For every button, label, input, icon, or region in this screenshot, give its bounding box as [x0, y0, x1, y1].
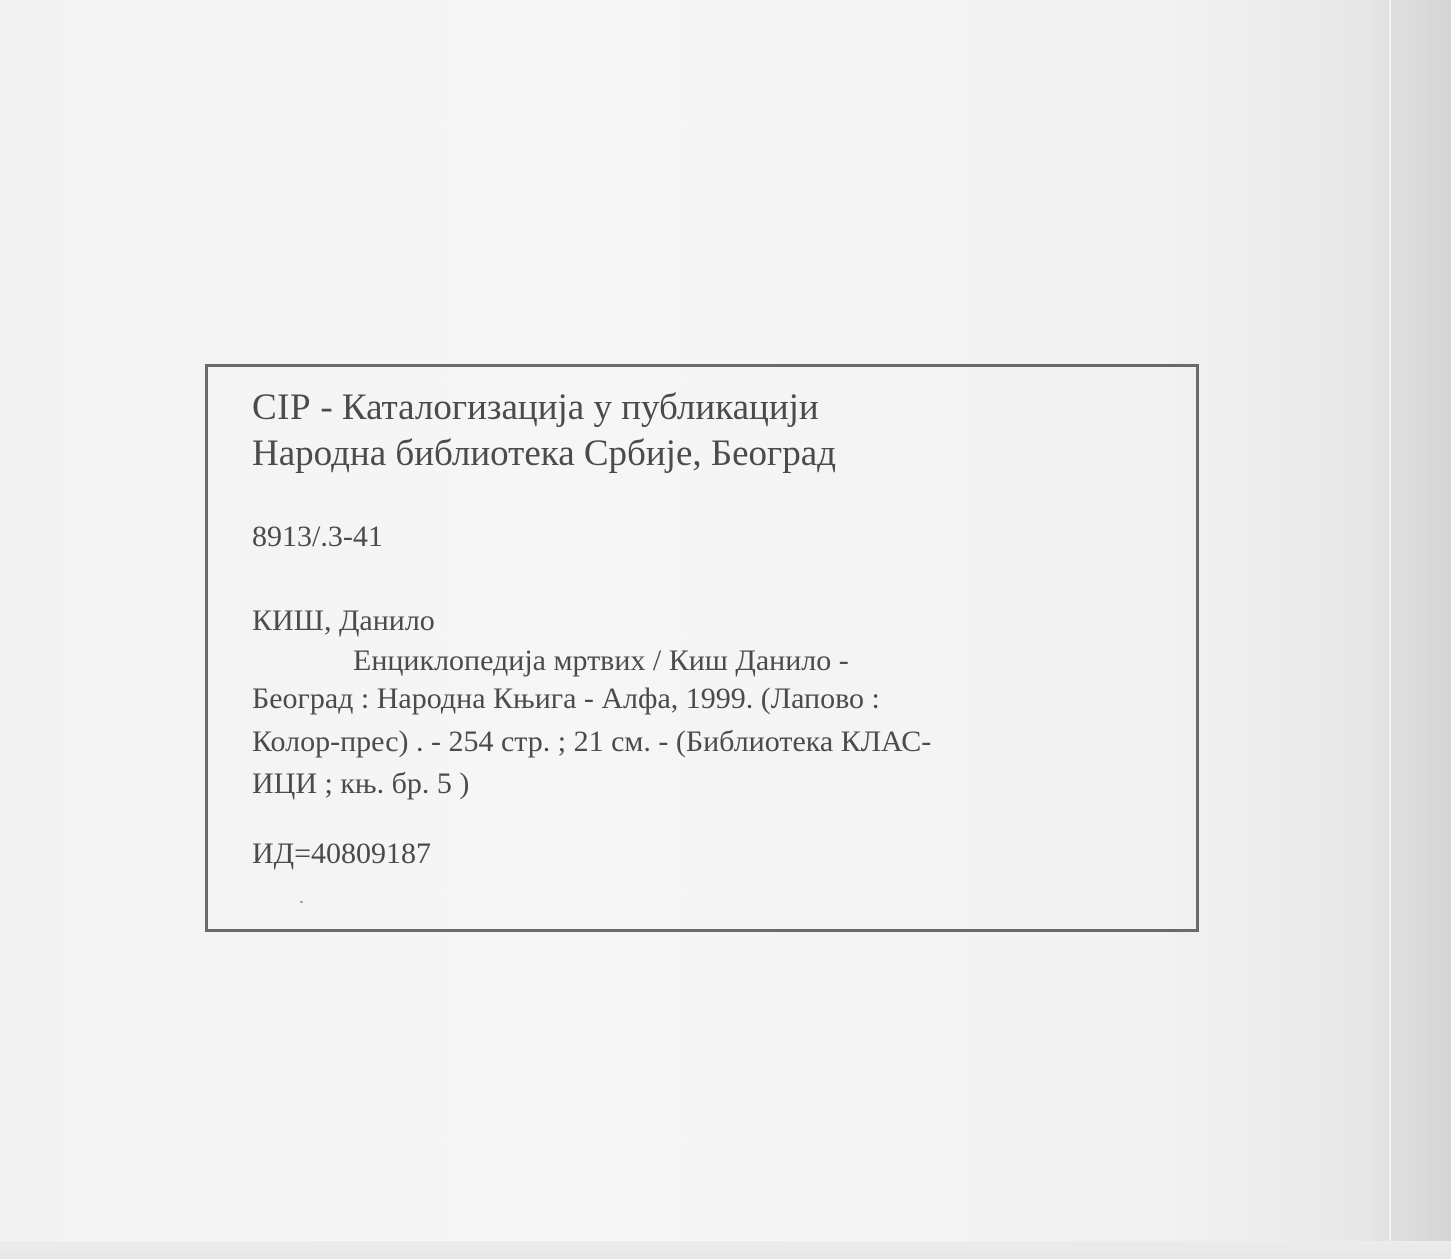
cip-code: CIP — [252, 387, 312, 428]
paper-speck — [300, 901, 303, 903]
cip-header-title: - Каталогизација у публикацији — [311, 387, 819, 428]
description-line-2: Београд : Народна Књига - Алфа, 1999. (Лапово : — [252, 682, 880, 715]
cip-header-line-1 — [252, 386, 819, 430]
description-line-1: Енциклопедија мртвих / Киш Данило - — [353, 644, 849, 677]
udc-classification: 8913/.3-41 — [252, 520, 383, 553]
record-id: ИД=40809187 — [252, 837, 432, 870]
description-line-4: ИЦИ ; књ. бр. 5 ) — [252, 767, 470, 800]
page-edge-shadow — [1361, 0, 1451, 1259]
description-line-3: Колор-прес) . - 254 стр. ; 21 см. - (Библиотека КЛАС- — [252, 725, 932, 758]
cip-header-library: Народна библиотека Србије, Београд — [252, 433, 836, 474]
bottom-page-strip — [0, 1241, 1451, 1259]
author-heading: КИШ, Данило — [252, 604, 435, 637]
